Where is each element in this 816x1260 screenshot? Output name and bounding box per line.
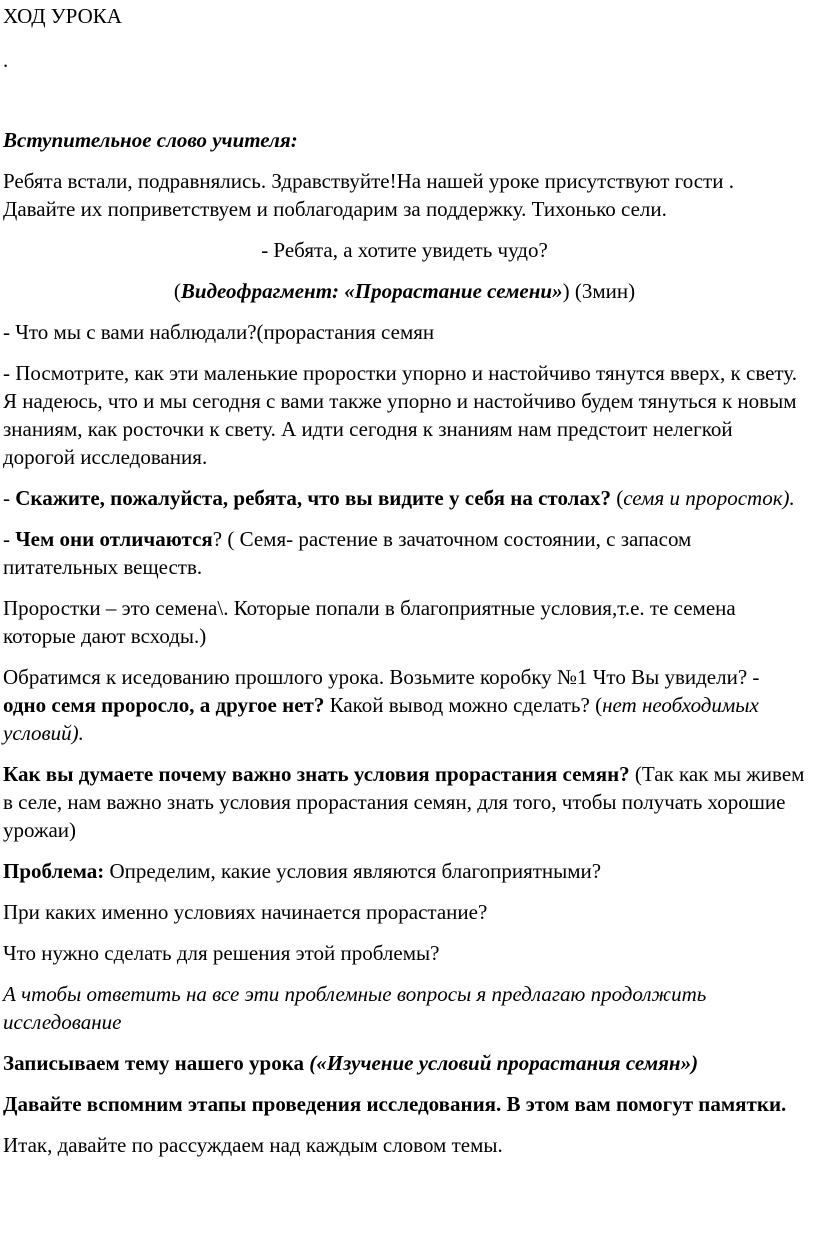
research-conclusion-question: Какой вывод можно сделать? ( xyxy=(324,693,603,717)
paragraph-discuss: Итак, давайте по рассуждаем над каждым словом темы. xyxy=(3,1133,503,1157)
paragraph-solution: Что нужно сделать для решения этой проблемы? xyxy=(3,941,440,965)
paragraph-miracle: - Ребята, а хотите увидеть чудо? xyxy=(261,238,548,262)
research-intro: Обратимся к иседованию прошлого урока. Возьмите коробку №1 Что Вы увидели? - xyxy=(3,665,760,689)
video-duration: ) (3мин) xyxy=(562,279,636,303)
open-paren: ( xyxy=(610,486,624,510)
tables-question: Скажите, пожалуйста, ребята, что вы видите у себя на столах? xyxy=(15,486,611,510)
difference-answer: ? ( Семя- растение в зачаточном состоянии, с запасом питательных веществ. xyxy=(3,527,692,579)
paragraph-greeting: Ребята встали, подравнялись. Здравствуйте!На нашей уроке присутствуют гости . Давайте их поприветствуем и поблагодарим за поддержку. Тихонько сели. xyxy=(3,169,734,221)
dash: - xyxy=(3,486,16,510)
paragraph-research-stages: Давайте вспомним этапы проведения исследования. В этом вам помогут памятки. xyxy=(3,1092,787,1116)
paragraph-problem xyxy=(3,857,806,885)
difference-question: Чем они отличаются xyxy=(15,527,213,551)
paragraph-importance xyxy=(3,760,806,844)
paragraph-continue-research: А чтобы ответить на все эти проблемные вопросы я предлагаю продолжить исследование xyxy=(3,982,707,1034)
importance-answer: (Так как мы живем в селе, нам важно знать условия прорастания семян, для того, чтобы получать хорошие урожаи) xyxy=(3,762,805,842)
paragraph-conditions: При каких именно условиях начинается прорастание? xyxy=(3,900,488,924)
paragraph-topic xyxy=(3,1049,806,1077)
topic-title: («Изучение условий прорастания семян») xyxy=(309,1051,699,1075)
lesson-heading: ХОД УРОКА xyxy=(3,4,122,28)
problem-text: Определим, какие условия являются благоприятными? xyxy=(104,859,602,883)
importance-question: Как вы думаете почему важно знать условия прорастания семян? xyxy=(3,762,630,786)
paragraph-observed: - Что мы с вами наблюдали?(прорастания семян xyxy=(3,320,435,344)
dot-line: . xyxy=(3,48,9,72)
dash: - xyxy=(3,527,16,551)
video-title: Видеофрагмент: «Прорастание семени» xyxy=(180,279,563,303)
research-observation: одно семя проросло, а другое нет? xyxy=(3,693,325,717)
paragraph-difference xyxy=(3,525,806,581)
paragraph-research xyxy=(3,663,806,747)
video-open-paren: ( xyxy=(173,279,181,303)
intro-title: Вступительное слово учителя: xyxy=(3,128,298,152)
research-conclusion: нет необходимых условий). xyxy=(3,693,759,745)
paragraph-video xyxy=(3,277,806,305)
tables-answer: семя и проросток). xyxy=(623,486,795,510)
paragraph-sprouts-definition: Проростки – это семена\. Которые попали в благоприятные условия,т.е. те семена которые дают всходы.) xyxy=(3,596,736,648)
topic-label: Записываем тему нашего урока xyxy=(3,1051,310,1075)
paragraph-tables-question xyxy=(3,484,806,512)
paragraph-sprouts: - Посмотрите, как эти маленькие проростки упорно и настойчиво тянутся вверх, к свету. Я надеюсь, что и мы сегодня с вами также упорно и настойчиво будем тянуться к новым знаниям, как росточки к свету. А идти сегодня к знаниям нам предстоит нелегкой дорогой исследования. xyxy=(3,361,797,469)
problem-label: Проблема: xyxy=(3,859,105,883)
